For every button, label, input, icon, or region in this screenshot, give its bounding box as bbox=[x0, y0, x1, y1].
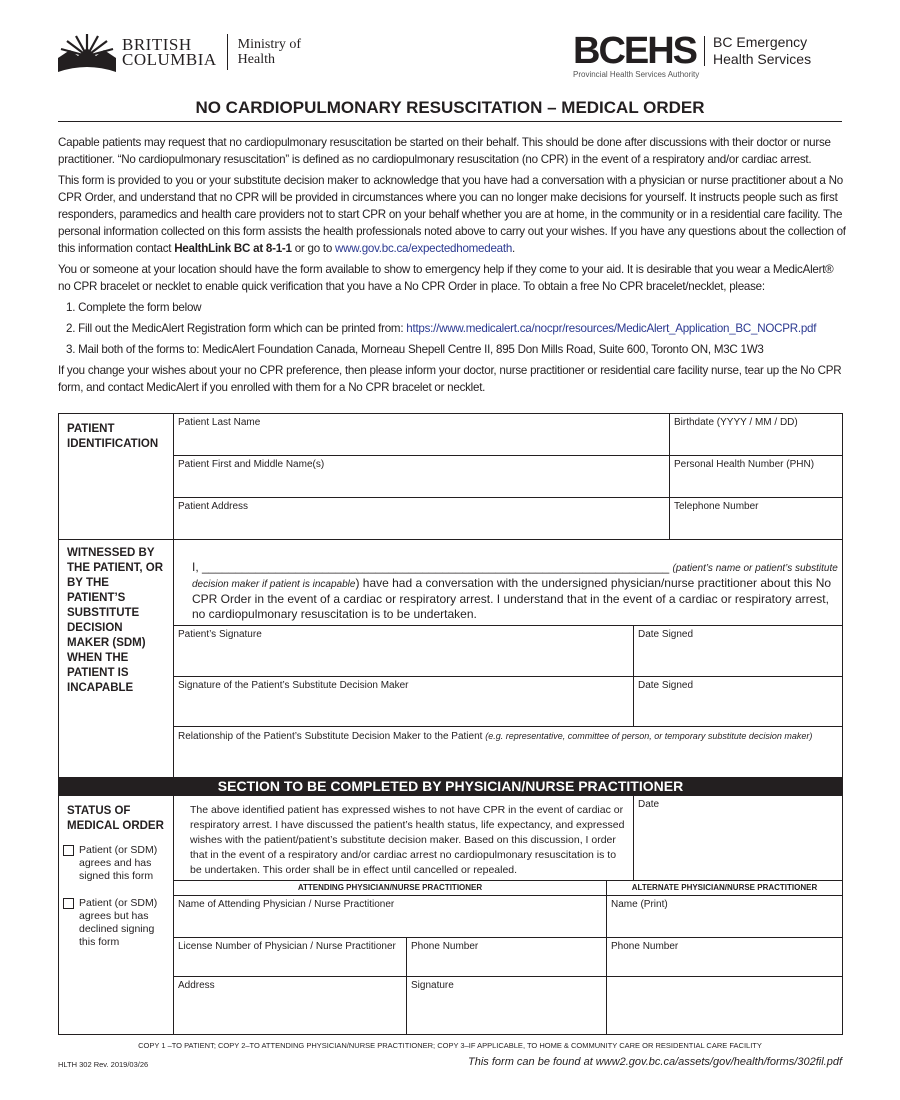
expected-home-death-link[interactable]: www.gov.bc.ca/expectedhomedeath bbox=[335, 242, 513, 255]
checkbox[interactable] bbox=[63, 845, 74, 856]
status-column bbox=[59, 796, 174, 1035]
patient-signature-field[interactable]: Patient’s Signature bbox=[174, 626, 634, 677]
ehs-subtitle: Provincial Health Services Authority bbox=[573, 70, 700, 79]
intro-paragraph-1: Capable patients may request that no cardiopulmonary resuscitation be started on their behalf. This should be done after discussions with their doctor or nurse practitioner. “No cardiopulmonary resuscitation” is defined as no cardiopulmonary resuscitation (no CPR) in the event of a respiratory and/or cardiac arrest. bbox=[58, 136, 831, 166]
alternate-name-field[interactable]: Name (Print) bbox=[607, 896, 842, 938]
checkbox[interactable] bbox=[63, 898, 74, 909]
copy-distribution: COPY 1 –TO PATIENT; COPY 2–TO ATTENDING PHYSICIAN/NURSE PRACTITIONER; COPY 3–IF APPLICABLE, TO HOME & COMMUNITY CARE OR RESIDENTIAL CARE FACILITY bbox=[138, 1041, 762, 1050]
witness-statement: I, ______________________________________________________________________ (patient’s name or patient’s substitute decision maker if patient is incapable) have had a conversation with the undersigned physician/nurse practitioner about this No CPR Order in the event of a cardiac or respiratory arrest. I understand that in the event of a cardiac or respiratory arrest, no cardiopulmonary resuscitation is to be undertaken. bbox=[174, 540, 842, 626]
form-id: HLTH 302 Rev. 2019/03/26 bbox=[58, 1060, 149, 1069]
ministry-line2: Health bbox=[237, 52, 275, 67]
page-title: NO CARDIOPULMONARY RESUSCITATION – MEDICAL ORDER bbox=[58, 98, 842, 122]
attending-header: ATTENDING PHYSICIAN/NURSE PRACTITIONER bbox=[174, 881, 607, 896]
ehs-name-line1: BC Emergency bbox=[713, 34, 808, 50]
physician-section-bar: SECTION TO BE COMPLETED BY PHYSICIAN/NURSE PRACTITIONER bbox=[59, 777, 842, 796]
option-agreed-signed[interactable]: Patient (or SDM) agrees and has signed this form bbox=[63, 844, 173, 883]
patient-identification-heading: PATIENT IDENTIFICATION bbox=[59, 414, 174, 540]
attending-name-field[interactable]: Name of Attending Physician / Nurse Practitioner bbox=[174, 896, 607, 938]
healthlink-phone: HealthLink BC at 8-1-1 bbox=[174, 242, 292, 255]
patient-date-signed-field[interactable]: Date Signed bbox=[634, 626, 842, 677]
step-1: 1. Complete the form below bbox=[66, 301, 202, 314]
no-cpr-form bbox=[58, 413, 843, 1035]
license-number-field[interactable]: License Number of Physician / Nurse Practitioner bbox=[174, 938, 407, 977]
intro-paragraph-2: This form is provided to you or your substitute decision maker to acknowledge that you have had a conversation with a physician or nurse practitioner about a No CPR Order, and understand that no CPR will be provided in circumstances where you can no longer make decisions for yourself. It instructs people such as first responders, paramedics and health care providers not to start CPR on your behalf whether you are at home, in the community or in a residential care facility. The personal information collected on this form assists the health professionals noted above to carry out your wishes. If you have any questions about the collection of this information contact HealthLink BC at 8-1-1 or go to www.gov.bc.ca/expectedhomedeath. bbox=[58, 174, 846, 255]
step-2: 2. Fill out the MedicAlert Registration form which can be printed from: https://www.medicalert.ca/nocpr/resources/MedicAlert_Application_BC_NOCPR.pdf bbox=[66, 322, 817, 335]
option-agreed-declined-signing[interactable]: Patient (or SDM) agrees but has declined signing this form bbox=[63, 897, 173, 949]
physician-statement: The above identified patient has expressed wishes to not have CPR in the event of cardiac or respiratory arrest. I have discussed the patient’s health status, life expectancy, and expressed wishes with the patient/patient’s substitute decision maker. Based on this discussion, I order that in the event of a respiratory and/or cardiac arrest no cardiopulmonary resuscitation is to be undertaken. This order shall be in effect until cancelled or repealed. bbox=[174, 796, 634, 881]
form-url-note: This form can be found at www2.gov.bc.ca/assets/gov/health/forms/302fil.pdf bbox=[468, 1056, 842, 1068]
bc-logo-line2: COLUMBIA bbox=[122, 50, 217, 69]
ministry-line1: Ministry of bbox=[237, 37, 302, 52]
physician-signature-field[interactable]: Signature bbox=[407, 977, 607, 1035]
sdm-date-signed-field[interactable]: Date Signed bbox=[634, 677, 842, 727]
step-3: 3. Mail both of the forms to: MedicAlert Foundation Canada, Morneau Shepell Centre II, 895 Don Mills Road, Suite 600, Toronto ON, M3C 1W3 bbox=[66, 343, 764, 356]
order-date-field[interactable]: Date bbox=[634, 796, 842, 881]
alternate-header: ALTERNATE PHYSICIAN/NURSE PRACTITIONER bbox=[607, 881, 842, 896]
sdm-signature-field[interactable]: Signature of the Patient’s Substitute Decision Maker bbox=[174, 677, 634, 727]
bcehs-mark: BCEHS bbox=[573, 30, 697, 72]
witness-heading: WITNESSED BY THE PATIENT, OR BY THE PATIENT’S SUBSTITUTE DECISION MAKER (SDM) WHEN THE PATIENT IS INCAPABLE bbox=[59, 540, 174, 777]
bc-sun-logo-icon bbox=[58, 32, 116, 72]
patient-address-field[interactable]: Patient Address bbox=[174, 498, 670, 540]
phn-field[interactable]: Personal Health Number (PHN) bbox=[670, 456, 842, 498]
intro-text bbox=[58, 134, 848, 400]
status-heading: STATUS OF MEDICAL ORDER bbox=[67, 805, 164, 832]
intro-paragraph-3: You or someone at your location should have the form available to show to emergency help if they come to your aid. It is desirable that you wear a MedicAlert® no CPR bracelet or necklet to enable quick verification that you have a No CPR Order in place. To obtain a free No CPR bracelet/necklet, please: bbox=[58, 263, 834, 293]
medicalert-form-link[interactable]: https://www.medicalert.ca/nocpr/resources/MedicAlert_Application_BC_NOCPR.pdf bbox=[406, 322, 817, 335]
telephone-field[interactable]: Telephone Number bbox=[670, 498, 842, 540]
ehs-name-line2: Health Services bbox=[713, 51, 812, 67]
bcehs-logo bbox=[573, 30, 812, 79]
birthdate-field[interactable]: Birthdate (YYYY / MM / DD) bbox=[670, 414, 842, 456]
attending-phone-field[interactable]: Phone Number bbox=[407, 938, 607, 977]
sdm-relationship-field[interactable]: Relationship of the Patient’s Substitute Decision Maker to the Patient (e.g. representative, committee of person, or temporary substitute decision maker) bbox=[178, 731, 813, 742]
physician-address-field[interactable]: Address bbox=[174, 977, 407, 1035]
intro-paragraph-4: If you change your wishes about your no CPR preference, then please inform your doctor, nurse practitioner or residential care facility nurse, tear up the No CPR form, and contact MedicAlert if you enrolled with them for a No CPR bracelet or necklet. bbox=[58, 364, 842, 394]
patient-last-name-field[interactable]: Patient Last Name bbox=[174, 414, 670, 456]
bc-logo-line1: BRITISH bbox=[122, 35, 192, 54]
alternate-phone-field[interactable]: Phone Number bbox=[607, 938, 842, 977]
patient-first-name-field[interactable]: Patient First and Middle Name(s) bbox=[174, 456, 670, 498]
bc-ministry-logo bbox=[58, 32, 301, 72]
